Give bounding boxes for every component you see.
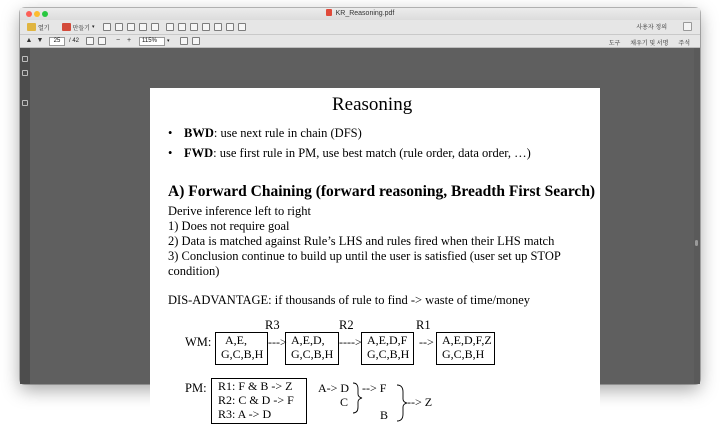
pm-rule: R2: C & D -> F: [218, 393, 294, 407]
bullet-icon: •: [168, 126, 173, 140]
print-icon[interactable]: [127, 23, 135, 31]
bullet-bwd: [168, 126, 362, 141]
save-icon[interactable]: [103, 23, 111, 31]
navigation-toolbar: [20, 35, 700, 48]
main-toolbar: [20, 20, 700, 35]
edit-icon[interactable]: [139, 23, 147, 31]
thumbnails-icon[interactable]: [22, 56, 28, 62]
wm-box-line: A,E,D,: [291, 333, 325, 347]
zoom-in-icon[interactable]: +: [126, 37, 132, 44]
pm-a-to-d: A-> D: [318, 381, 350, 395]
email-icon[interactable]: [151, 23, 159, 31]
body-line: 2) Data is matched against Rule’s LHS and rules fired when their LHS match: [168, 234, 555, 248]
section-heading: A) Forward Chaining (forward reasoning, Breadth First Search): [168, 183, 596, 200]
pm-label: PM:: [185, 381, 207, 395]
highlight-icon[interactable]: [190, 23, 198, 31]
wm-box: [436, 332, 495, 365]
zoom-level-select[interactable]: 115%: [139, 37, 165, 46]
wm-box-line: A,E,D,F,Z: [442, 333, 492, 347]
wm-box-line: A,E,: [225, 333, 247, 347]
wm-box-line: G,C,B,H: [221, 347, 264, 361]
bullet-term: FWD: [184, 146, 214, 160]
window-title: [20, 9, 700, 17]
create-label: 만들기: [72, 25, 90, 32]
body-line: 3) Conclusion continue to build up until the user is satisfied (user set up STOP: [168, 249, 561, 263]
wm-box: [361, 332, 414, 365]
rule-label-r1: R1: [416, 318, 431, 332]
chevron-down-icon: ▾: [91, 24, 95, 30]
disadvantage-line: DIS-ADVANTAGE: if thousands of rule to find -> waste of time/money: [168, 293, 531, 307]
next-page-icon[interactable]: ▼: [36, 37, 44, 44]
bullet-text: : use first rule in PM, use best match (rule order, data order, …): [213, 146, 531, 160]
select-tool-icon[interactable]: [86, 37, 94, 45]
sign-icon[interactable]: [226, 23, 234, 31]
fit-page-icon[interactable]: [180, 37, 188, 45]
zoom-out-icon[interactable]: −: [115, 37, 121, 44]
pm-rules-box: [211, 378, 307, 424]
full-screen-icon[interactable]: [192, 37, 200, 45]
document-canvas: [30, 48, 700, 422]
attachments-icon[interactable]: [22, 100, 28, 106]
bullet-term: BWD: [184, 126, 214, 140]
slide-title: Reasoning: [332, 94, 413, 115]
pdf-viewer-window: [20, 8, 700, 422]
wm-label: WM:: [185, 335, 212, 349]
create-pdf-icon: [62, 23, 71, 31]
pdf-page: [150, 88, 600, 424]
open-button[interactable]: [24, 22, 53, 33]
export-pdf-icon[interactable]: [238, 23, 246, 31]
pm-b: B: [380, 408, 389, 422]
tools-panel-link[interactable]: 도구: [608, 41, 621, 47]
wm-box: [285, 332, 339, 365]
customize-button[interactable]: 사용자 정의: [636, 25, 667, 31]
zoom-dropdown-icon[interactable]: ▾: [167, 38, 170, 44]
wm-box-line: G,C,B,H: [367, 347, 410, 361]
wm-box-line: G,C,B,H: [291, 347, 334, 361]
pdf-document-icon: [326, 9, 332, 16]
cloud-upload-icon[interactable]: [115, 23, 123, 31]
bullet-icon: •: [168, 146, 173, 160]
create-button[interactable]: [59, 22, 98, 33]
pm-rule: R1: F & B -> Z: [218, 379, 293, 393]
wm-arrow: ---->: [339, 335, 362, 349]
wm-box-line: G,C,B,H: [442, 347, 485, 361]
stamp-icon[interactable]: [202, 23, 210, 31]
bullet-text: : use next rule in chain (DFS): [213, 126, 362, 140]
vertical-scrollbar[interactable]: [694, 48, 700, 384]
pm-to-z: --> Z: [407, 395, 433, 409]
wrench-icon[interactable]: [683, 22, 692, 31]
attach-icon[interactable]: [214, 23, 222, 31]
wm-box-line: A,E,D,F: [367, 333, 408, 347]
pm-c: C: [340, 395, 349, 409]
body-line: condition): [168, 264, 220, 278]
pm-rule: R3: A -> D: [218, 407, 272, 421]
fill-sign-panel-link[interactable]: 채우기 및 서명: [630, 41, 669, 47]
wm-arrow: --->: [268, 335, 287, 349]
pm-to-f: --> F: [362, 381, 387, 395]
gear-icon[interactable]: [166, 23, 174, 31]
folder-icon: [27, 23, 36, 31]
body-line: 1) Does not require goal: [168, 219, 290, 233]
rule-label-r2: R2: [339, 318, 354, 332]
title-bar: [20, 8, 700, 20]
wm-box: [215, 332, 268, 365]
previous-page-icon[interactable]: ▲: [25, 37, 33, 44]
page-total: / 42: [69, 38, 80, 44]
rule-label-r3: R3: [265, 318, 280, 332]
wm-arrow: -->: [419, 335, 434, 349]
hand-tool-icon[interactable]: [98, 37, 106, 45]
bullet-fwd: [168, 146, 531, 161]
comment-icon[interactable]: [178, 23, 186, 31]
open-label: 열기: [38, 25, 50, 32]
window-title-text: KR_Reasoning.pdf: [335, 10, 395, 17]
scrollbar-thumb[interactable]: [695, 240, 698, 246]
body-line: Derive inference left to right: [168, 204, 311, 218]
left-navigation-rail: [20, 48, 30, 384]
bookmarks-icon[interactable]: [22, 70, 28, 76]
page-number-input[interactable]: 25: [49, 37, 65, 46]
comment-panel-link[interactable]: 주석: [678, 41, 690, 47]
